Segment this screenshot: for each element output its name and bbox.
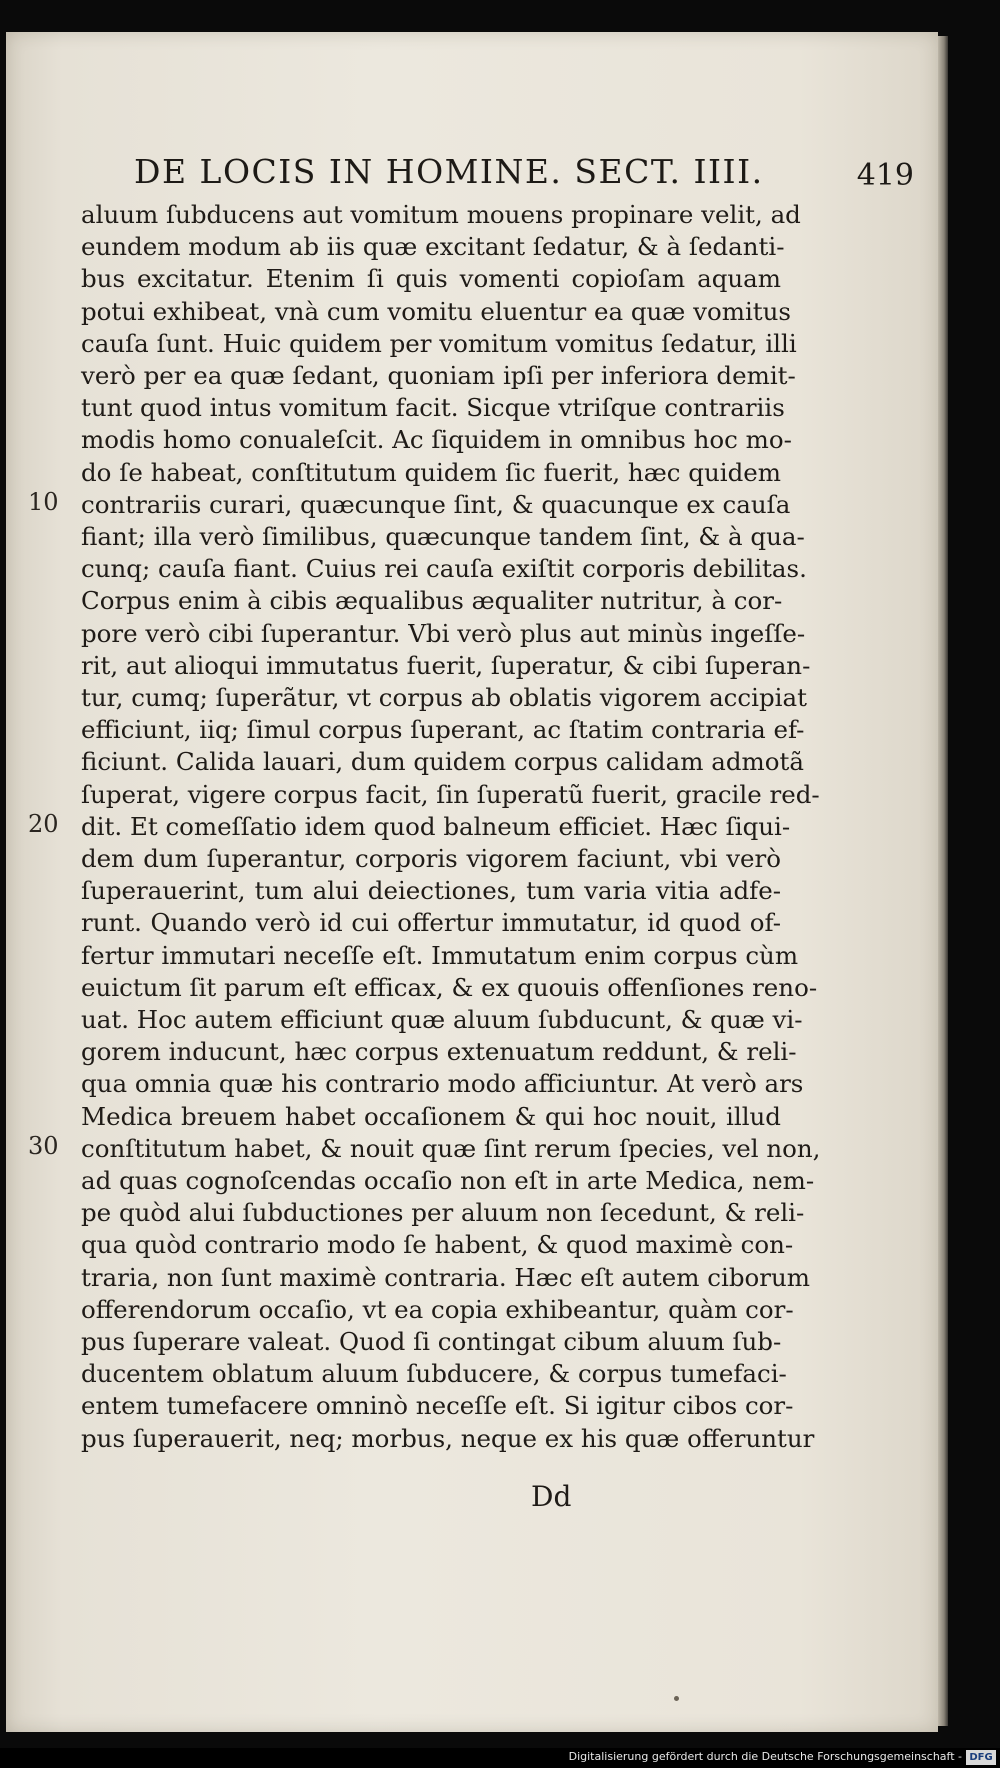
page-header: [134, 152, 914, 200]
text-line: conſtitutum habet, & nouit quæ ſint rerum ſpecies, vel non,: [81, 1133, 821, 1163]
signature-mark: Dd: [531, 1480, 572, 1513]
text-line: tur, cumq; ſuperãtur, vt corpus ab oblatis vigorem accipiat: [81, 683, 807, 712]
page-edge: [938, 36, 948, 1726]
text-line: qua omnia quæ his contrario modo afficiuntur. At verò ars: [81, 1069, 804, 1099]
text-line: tunt quod intus vomitum facit. Sicque vtriſque contrariis: [81, 393, 785, 423]
text-line: euictum ſit parum eſt efficax, & ex quouis offenſiones reno-: [81, 972, 818, 1002]
dfg-logo: DFG: [966, 1750, 996, 1765]
text-line: pore verò cibi ſuperantur. Vbi verò plus aut minùs ingeſſe-: [81, 618, 806, 648]
text-line: dem dum ſuperantur, corporis vigorem faciunt, vbi verò: [81, 844, 781, 873]
text-line: pus ſuperauerit, neq; morbus, neque ex his quæ offeruntur: [81, 1423, 815, 1453]
text-line: pe quòd alui ſubductiones per aluum non ſecedunt, & reli-: [81, 1198, 805, 1228]
text-line: Corpus enim à cibis æqualibus æqualiter nutritur, à cor-: [81, 586, 783, 616]
margin-number: 30: [28, 1131, 59, 1160]
text-line: efficiunt, iiq; ſimul corpus ſuperant, ac ſtatim contraria ef-: [81, 715, 805, 745]
text-line: dit. Et comeſſatio idem quod balneum efficiet. Hæc ſiqui-: [81, 811, 791, 841]
page-number: 419: [856, 158, 914, 193]
text-line: ad quas cognoſcendas occaſio non eſt in arte Medica, nem-: [81, 1166, 815, 1195]
text-line: contrariis curari, quæcunque ſint, & quacunque ex cauſa: [81, 489, 791, 519]
text-line: ſuperauerint, tum alui deiectiones, tum varia vitia adfe-: [81, 876, 781, 906]
body-text: [81, 200, 821, 1500]
footer-bar: [0, 1748, 1000, 1768]
text-line: eundem modum ab iis quæ excitant ſedatur, & à ſedanti-: [81, 232, 785, 262]
text-line: traria, non ſunt maximè contraria. Hæc eſt autem ciborum: [81, 1262, 810, 1292]
margin-number: 10: [28, 487, 59, 516]
text-line: pus ſuperare valeat. Quod ſi contingat cibum aluum ſub-: [81, 1327, 782, 1356]
running-head: DE LOCIS IN HOMINE. SECT. IIII.: [134, 152, 764, 191]
text-line: uat. Hoc autem efficiunt quæ aluum ſubducunt, & quæ vi-: [81, 1005, 803, 1034]
text-line: do ſe habeat, conſtitutum quidem ſic fuerit, hæc quidem: [81, 457, 781, 487]
text-line: ſuperat, vigere corpus facit, ſin ſuperatũ fuerit, gracile red-: [81, 779, 820, 809]
text-line: gorem inducunt, hæc corpus extenuatum reddunt, & reli-: [81, 1037, 797, 1067]
text-line: aluum ſubducens aut vomitum mouens propinare velit, ad: [81, 200, 801, 229]
text-line: ducentem oblatum aluum ſubducere, & corpus tumefaci-: [81, 1359, 787, 1389]
text-line: Medica breuem habet occaſionem & qui hoc nouit, illud: [81, 1101, 781, 1131]
book-page: [6, 32, 938, 1732]
text-line: ficiunt. Calida lauari, dum quidem corpus calidam admotã: [81, 747, 804, 777]
margin-number: 20: [28, 809, 59, 838]
text-line: fiant; illa verò ſimilibus, quæcunque tandem ſint, & à qua-: [81, 522, 805, 551]
text-line: rit, aut alioqui immutatus fuerit, ſuperatur, & cibi ſuperan-: [81, 650, 811, 680]
footer-credit: Digitalisierung gefördert durch die Deutsche Forschungsgemeinschaft -: [568, 1750, 962, 1763]
text-line: cauſa ſunt. Huic quidem per vomitum vomitus ſedatur, illi: [81, 328, 797, 358]
text-line: potui exhibeat, vnà cum vomitu eluentur ea quæ vomitus: [81, 296, 791, 326]
text-line: runt. Quando verò id cui offertur immutatur, id quod of-: [81, 908, 781, 938]
text-line: bus excitatur. Etenim ſi quis vomenti copioſam aquam: [81, 264, 781, 294]
text-line: modis homo conualeſcit. Ac ſiquidem in omnibus hoc mo-: [81, 425, 792, 455]
paper-speck: [674, 1696, 679, 1701]
text-line: qua quòd contrario modo ſe habent, & quod maximè con-: [81, 1230, 794, 1260]
text-line: cunq; cauſa fiant. Cuius rei cauſa exiſtit corporis debilitas.: [81, 554, 807, 584]
text-line: offerendorum occaſio, vt ea copia exhibeantur, quàm cor-: [81, 1294, 794, 1324]
text-line: entem tumefacere omninò neceſſe eſt. Si igitur cibos cor-: [81, 1391, 794, 1421]
text-line: fertur immutari neceſſe eſt. Immutatum enim corpus cùm: [81, 940, 799, 970]
text-line: verò per ea quæ ſedant, quoniam ipſi per inferiora demit-: [81, 361, 796, 390]
